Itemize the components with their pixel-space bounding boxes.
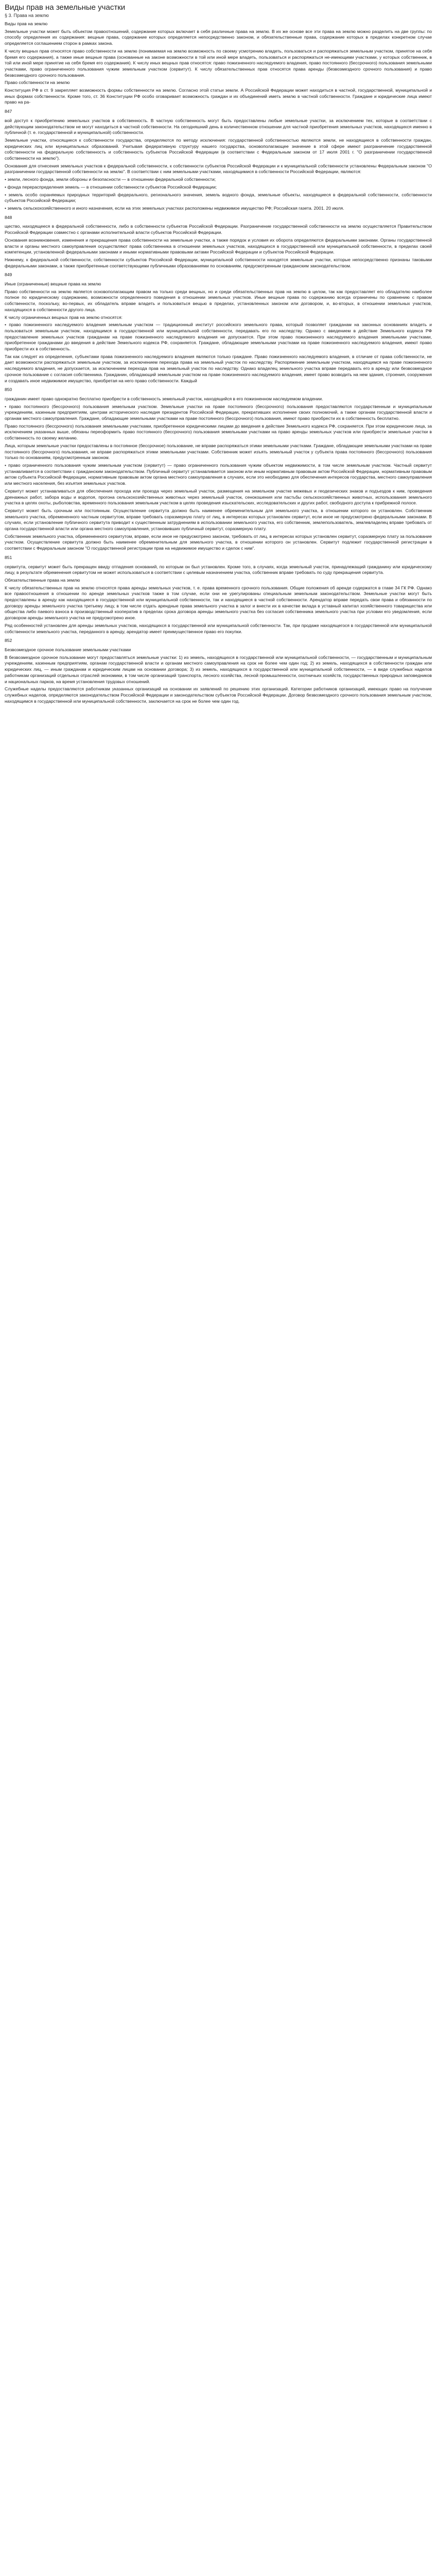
document-paragraph: К числу вещных прав относятся право собственности на землю (понимаемая на землю возможность по своему усмотрению владеть, пользоваться и распоряжаться земельным участком, принятое на себя бремя его содержания), а также иные вещные права (основанные на законе возможности в той или иной мере владеть, пользоваться и распоряжаться не-имеющими участками, у которых собственник, в той или иной мере принятие на себя бремя его содержания). К числу иных вещных прав относятся: право пожизненного наследуемого владения, право постоянного (бессрочного) пользования земельными участками, право ограниченного пользования чужим земельным участком (сервитут). К числу обязательственных прав относятся права аренды (безвозмездного срочного пользования) и право безвозмездного срочного пользования. <box>5 48 432 78</box>
document-body <box>5 21 432 704</box>
document-paragraph: • земли, лесного фонда, земли обороны и безопасности — в отношении федеральной собственности; <box>5 177 216 182</box>
document-paragraph: Основания возникновения, изменения и прекращения права собственности на земельные участки, а также порядок и условия их оборота определяются федеральными законами. Органы государственной власти и органы местного самоуправления осуществляют права собственника в отношении земельных участков, находящихся в государственной или муниципальной собственности, в пределах своей компетенции, установленной федеральными законами и иными нормативными правовыми актами Российской Федерации и субъектов Российской Федерации. <box>5 237 432 255</box>
document-paragraph: Служебные наделы предоставляются работникам указанных организаций на основании их заявлений по решению этих организаций. Категории работников организаций, имеющих право на получение служебных наделов, определяются законодательством Российской Федерации и законодательством субъектов Российской Федерации. Договор безвозмездного срочного пользования земельным участком, находящимся в государственной или муниципальной собственности, заключается на срок не более чем один год. <box>5 686 432 704</box>
document-paragraph: Конституция РФ в ст. 9 закрепляет возможность формы собственности на землю. Согласно этой статьи земли. А Российской Федерации может находиться в частной, государственной, муниципальной и иных формах собственности. Кроме того, ст. 36 Конституции РФ особо оговаривает возможность граждан и их объединений иметь землю в частной собственности. Граждане и юридические лица имеют право на ра- <box>5 88 432 105</box>
document-paragraph: К числу ограниченных вещных прав на землю относятся: <box>5 314 123 320</box>
document-paragraph: Земельные участки может быть объектом правоотношений, содержание которых включает в себя различные права на землю. В их же основе все эти права на землю можно разделить на две группы: по способу определения их содержания: вещные права, содержание которых определяется непосредственно законом, и обязательственные права, содержание которых в пределах конкретном случае определяется соглашением сторон в рамках закона. <box>5 28 432 46</box>
document-paragraph: Основания для отнесения земельных участков к федеральной собственности, к собственности субъектов Российской Федерации и к муниципальной собственности установлены Федеральным законом "О разграничении государственной собственности на землю". В соответствии с ним земельными участками, находящимися в собственности Российской Федерации, являются: <box>5 163 432 175</box>
document-paragraph: • право ограниченного пользования чужим земельным участком (сервитут) — право ограниченного пользования чужим объектом недвижимости, в том числе земельным участком. Частный сервитут устанавливается в соответствии с гражданским законодательством. Публичный сервитут устанавливается законом или иным нормативным правовым актом Российской Федерации, нормативным правовым актом субъекта Российской Федерации, нормативным правовым актом органа местного самоуправления в случаях, если это необходимо для обеспечения интересов государства, местного самоуправления или местного населения, без изъятия земельных участков. <box>5 463 432 486</box>
page-number: 849 <box>5 272 12 278</box>
document-paragraph: Сервитут может устанавливаться для обеспечения прохода или проезда через земельный участок, размещения на земельном участке межевых и геодезических знаков и подъездов к ним, проведения дренажных работ, забора воды и водопоя, прогона сельскохозяйственных животных через земельный участок, сенокошения или пастьбы сельскохозяйственных животных, использования земельного участка в целях охоты, рыболовства, временного пользования земельным участком в целях проведения изыскательских, исследовательских и других работ, свободного доступа к прибрежной полосе. <box>5 488 432 506</box>
page-number: 850 <box>5 387 12 393</box>
document-paragraph: Право собственности на землю <box>5 80 70 86</box>
document-paragraph: Нижнему, к федеральной собственности, собственности субъектов Российской Федерации, муниципальной собственности находятся земельные участки, которые непосредственно признаны таковыми федеральными законами, а также приобретенные соответствующими публичными образованиями по основаниям, предусмотренным гражданским законодательством. <box>5 257 432 268</box>
document-paragraph: • фонда перераспределения земель — в отношении собственности субъектов Российской Федерации; <box>5 184 217 190</box>
page-number: 847 <box>5 109 12 114</box>
document-paragraph: Виды прав на землю <box>5 21 48 26</box>
document-paragraph: Земельные участки, относящиеся к собственности государства, определяются по методу исключения: государственной собственностью являются земли, не находящиеся в собственности граждан, юридических лиц или муниципальных образований. Учитывая федеративную структуру нашего государства, основополагающее значение в этой сфере имеют разграничение государственной собственности на федеральную собственность и собственность субъектов Российской Федерации (в соответствии с Федеральным законом от 17 июля 2001 г. "О разграничении государственной собственности на землю"). <box>5 137 432 161</box>
document-paragraph: щество, находящееся в федеральной собственности, либо в собственности субъектов Российской Федерации. Разграничение государственной собственности на землю осуществляется Правительством Российской Федерации совместно с органами исполнительной власти субъектов Российской Федерации. <box>5 224 432 235</box>
document-paragraph: • право пожизненного наследуемого владения земельным участком — традиционный институт российского земельного права, который позволяет гражданам на законных основаниях владеть и пользоваться земельным участком, находящимся в государственной или муниципальной собственности, передавать его по наследству. Однако с введением в действие Земельного кодекса РФ предоставление земельных участков гражданам на праве пожизненного наследуемого владения не допускается. При этом право пожизненного наследуемого владения земельными участками, приобретенное гражданами до введения в действие Земельного кодекса РФ, сохраняется. Граждане, обладающие земельными участками на праве пожизненного наследуемого владения, имеют право приобрести их в собственность. <box>5 322 432 352</box>
document-paragraph: Иные (ограниченные) вещные права на землю <box>5 281 101 287</box>
document-paragraph: • право постоянного (бессрочного) пользования земельным участком. Земельные участки на праве постоянного (бессрочного) пользования предоставляются государственным и муниципальным учреждениям, казенным предприятиям, центрам исторического наследия президентов Российской Федерации, прекративших исполнение своих полномочий, а также органам государственной власти и органам местного самоуправления. Граждане, обладающие земельными участками на праве постоянного (бессрочного) пользования, имеют право приобрести их в собственность бесплатно. <box>5 403 432 421</box>
page-title: Виды прав на земельные участки <box>5 3 126 12</box>
document-paragraph: Безвозмездное срочное пользование земельными участками <box>5 647 131 652</box>
document-paragraph: В безвозмездное срочное пользование могут предоставляться земельные участки: 1) из земель, находящихся в государственной или муниципальной собственности, — государственным и муниципальным учреждениям, казенным предприятиям, органам государственной власти и органам местного самоуправления на срок не более чем один год; 2) из земель, находящихся в собственности граждан или юридических лиц, — иным гражданам и юридическим лицам на основании договора; 3) из земель, находящихся в государственной или муниципальной собственности, — в виде служебных наделов работникам организаций отдельных отраслей экономики, в том числе организаций транспорта, лесного хозяйства, лесной промышленности, охотничьих хозяйств, государственных природных заповедников и национальных парков, на время установления трудовых отношений. <box>5 654 432 684</box>
document-paragraph: сервитута, сервитут может быть прекращен ввиду отпадения оснований, по которым он был установлен. Кроме того, в случаях, когда земельный участок, принадлежащий гражданину или юридическому лицу, в результате обременения сервитутом не может использоваться в соответствии с целевым назначением участка, собственник вправе требовать по суду прекращения сервитута. <box>5 564 432 575</box>
page-number: 851 <box>5 554 12 560</box>
document-paragraph: гражданин имеет право однократно бесплатно приобрести в собственность земельный участок, находящийся в его пожизненном наследуемом владении. <box>5 396 323 401</box>
document-paragraph: • земель сельскохозяйственного и иного назначения, если на этих земельных участках расположены недвижимое имущество РФ; Российская газета. 2001. 20 июля. <box>5 205 344 211</box>
document-paragraph: К числу обязательственных прав на землю относятся права аренды земельных участков, т. е. права временного срочного пользования. Общие положения об аренде содержатся в главе 34 ГК РФ. Однако все правоотношения в отношении по аренде земельных участков также в том случае, если они не урегулированы специальным земельным законодательством. Земельные участки могут быть предоставлены в аренду как находящиеся в государственной или муниципальной собственности, так и находящиеся в частной собственности. Арендатор вправе передать свои права и обязанности по договору аренды земельного участка третьему лицу, в том числе отдать арендные права земельного участка в залог и внести их в качестве вклада в уставный капитал хозяйственного товарищества или общества либо паевого взноса в производственный кооператив в пределах срока договора аренды земельного участка без согласия собственника земельного участка при условии его уведомления, если договором аренды земельного участка не предусмотрено иное. <box>5 585 432 621</box>
document-paragraph: Собственник земельного участка, обремененного сервитутом, вправе, если иное не предусмотрено законом, требовать от лиц, в интересах которых установлен сервитут, соразмерную плату за пользование участком. Осуществление сервитута должно быть наименее обременительным для земельного участка, в отношении которого он установлен. Сервитут подлежит государственной регистрации в соответствии с Федеральным законом "О государственной регистрации прав на недвижимое имущество и сделок с ним". <box>5 533 432 551</box>
document-paragraph: вой доступ к приобретению земельных участков в собственность. В частную собственность могут быть предоставлены любые земельные участки, за исключением тех, которые в соответствии с действующим законодательством не могут находиться в частной собственности. На сегодняшний день в количественном отношении для частной приобретения земельных участков, находящихся именно в публичной (т. е. государственной и муниципальной) собственности. <box>5 117 432 135</box>
document-paragraph: Право собственности на землю является основополагающим правом на только среди вещных, но и среди обязательственных прав на землю в целом, так как предоставляет его обладателю наиболее полное по юридическому содержанию, возможности определенного поведения в отношении земельных участков. Иные вещные права по содержанию всегда ограничены по сравнению с правом собственности, поскольку, во-первых, их обладатель вправе владеть и пользоваться вещью в пределах, установленных законом или договором, и, во-вторых, в отношении земельных участков, находящихся в собственности другого лица. <box>5 289 432 312</box>
document-page <box>0 0 436 704</box>
document-paragraph: Лица, которым земельные участки предоставлены в постоянное (бессрочное) пользование, не вправе распоряжаться этими земельными участками. Граждане, обладающие земельными участками на праве постоянного (бессрочного) пользования, не вправе распоряжаться этими земельными участками. Собственник может изъять земельный участок у субъекта права постоянного (бессрочного) пользования только по основаниям, предусмотренным законом. <box>5 443 432 461</box>
document-paragraph: Обязательственные права на землю <box>5 577 80 583</box>
breadcrumb: § 3. Права на землю <box>5 13 49 18</box>
document-paragraph: Ряд особенностей установлен для аренды земельных участков, находящихся в государственной или муниципальной собственности. Так, при продаже находящегося в государственной или муниципальной собственности земельного участка, переданного в аренду, арендатор имеет преимущественное право его покупки. <box>5 622 432 634</box>
page-number: 852 <box>5 638 12 643</box>
document-paragraph: • земель особо охраняемых природных территорий федерального, регионального значения, земель водного фонда, земельные объекты, находящиеся в федеральной собственности, собственности субъектов Российской Федерации; <box>5 192 432 204</box>
document-paragraph: Право постоянного (бессрочного) пользования земельными участками, приобретенное юридическими лицами до введения в действие Земельного кодекса РФ, сохраняется. При этом юридические лица, за исключением указанных выше, обязаны переоформить право постоянного (бессрочного) пользования земельными участками на право аренды земельных участков или приобрести земельные участки в собственность по своему желанию. <box>5 423 432 441</box>
document-paragraph: Так как следует из определения, субъектами права пожизненного наследуемого владения являются только граждане. Право пожизненного наследуемого владения, в отличие от права собственности, не дает возможности распоряжаться земельным участком, за исключением перехода права на земельный участок по наследству. Распоряжение земельным участком, находящимся на праве пожизненного наследуемого владения, не допускается, за исключением перехода прав на земельный участок по наследству. Однако владелец земельного участка вправе передавать его в аренду или безвозмездное срочное пользование с согласия собственника. Гражданин, обладающий земельным участком на праве пожизненного наследуемого владения, имеет право возводить на нем здания, строения, сооружения и создавать иное недвижимое имущество, приобретая на него право собственности. Каждый <box>5 353 432 383</box>
document-paragraph: Сервитут может быть срочным или постоянным. Осуществление сервитута должно быть наименее обременительным для земельного участка, в отношении которого он установлен. Собственник земельного участка, обремененного частным сервитутом, вправе требовать соразмерную плату от лиц, в интересах которых установлен сервитут, если иное не предусмотрено федеральными законами. В случаях, если установление публичного сервитута приводит к существенным затруднениям в использовании земельного участка, его собственник, землепользователь, землевладелец вправе требовать от органа государственной власти или органа местного самоуправления, установивших публичный сервитут, соразмерную плату. <box>5 507 432 532</box>
page-number: 848 <box>5 214 12 220</box>
